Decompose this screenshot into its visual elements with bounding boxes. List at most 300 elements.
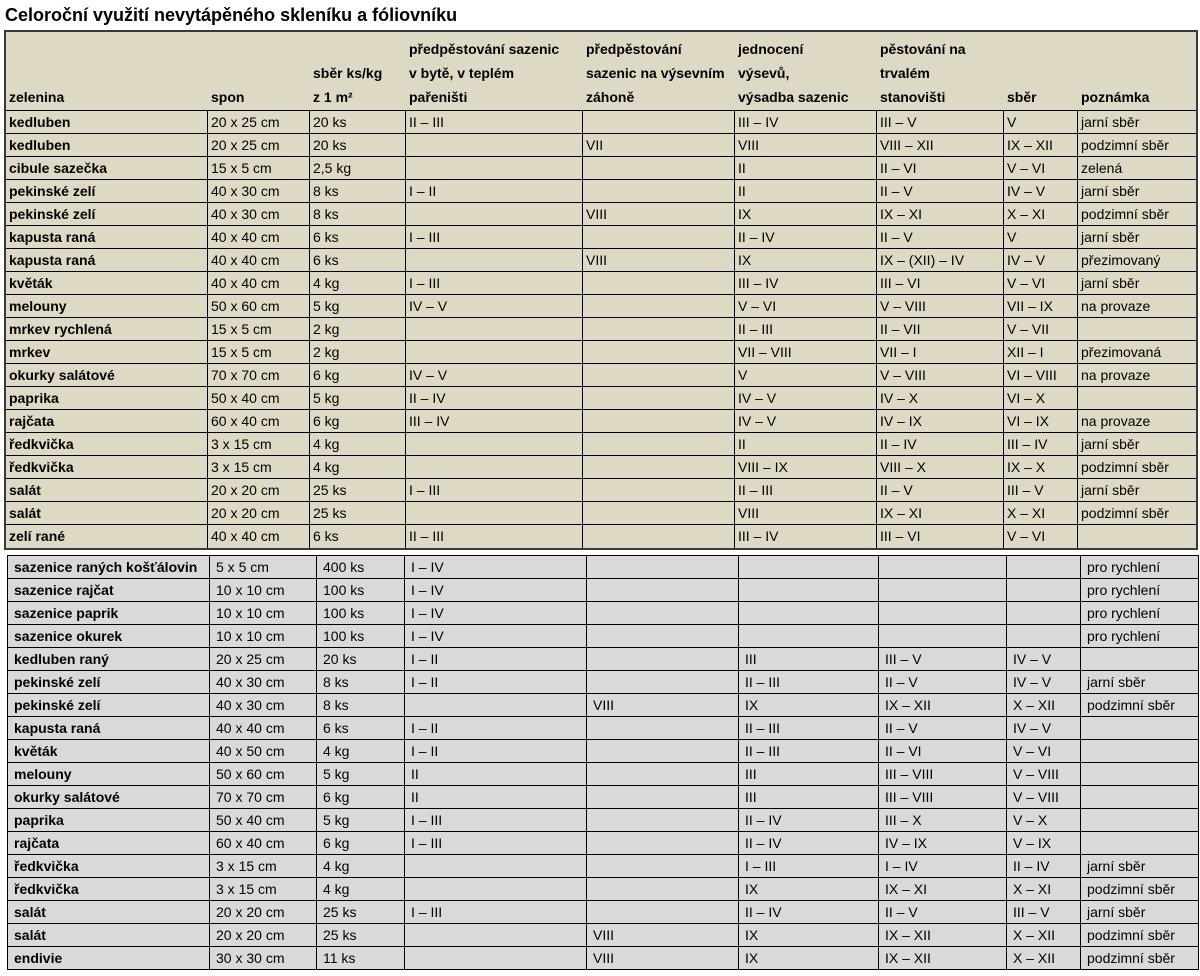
cell-seedling-bed	[583, 502, 735, 525]
cell-vegetable: salát	[6, 502, 208, 525]
cell-seedling-indoor	[405, 878, 587, 901]
cell-spacing: 40 x 40 cm	[208, 249, 310, 272]
header-line: výsevů,	[738, 65, 790, 81]
cell-harvest: V – X	[1007, 809, 1081, 832]
cell-harvest: XII – I	[1004, 341, 1078, 364]
cell-yield: 4 kg	[310, 433, 406, 456]
cell-vegetable: kapusta raná	[6, 249, 208, 272]
header-yield	[310, 32, 406, 110]
header-line: stanovišti	[880, 89, 946, 105]
cell-cultivation: I – IV	[879, 855, 1007, 878]
table-row	[6, 341, 1196, 364]
table-row	[8, 878, 1199, 901]
cell-vegetable: pekinské zelí	[8, 671, 210, 694]
cell-spacing: 40 x 30 cm	[210, 694, 317, 717]
cell-spacing: 5 x 5 cm	[210, 556, 317, 579]
cell-vegetable: kedluben raný	[8, 648, 210, 671]
cell-cultivation: III – X	[879, 809, 1007, 832]
cell-planting: V – VI	[735, 295, 877, 318]
cell-spacing: 20 x 20 cm	[210, 901, 317, 924]
cell-yield: 25 ks	[310, 479, 406, 502]
cell-yield: 8 ks	[317, 694, 405, 717]
cell-cultivation	[879, 556, 1007, 579]
cell-planting: IX	[735, 249, 877, 272]
cell-note: podzimní sběr	[1078, 502, 1196, 525]
cell-seedling-indoor	[406, 341, 583, 364]
cell-note: jarní sběr	[1078, 226, 1196, 249]
cell-seedling-indoor: II	[405, 763, 587, 786]
cell-seedling-bed	[583, 272, 735, 295]
cell-yield: 8 ks	[310, 203, 406, 226]
cell-note: podzimní sběr	[1078, 203, 1196, 226]
table-row	[8, 671, 1199, 694]
cell-harvest: IX – XII	[1004, 134, 1078, 157]
table-row	[8, 625, 1199, 648]
cell-seedling-bed	[583, 226, 735, 249]
cell-planting: III – IV	[735, 525, 877, 548]
table-row	[6, 525, 1196, 548]
cell-spacing: 40 x 30 cm	[208, 180, 310, 203]
cell-yield: 4 kg	[317, 855, 405, 878]
cell-spacing: 20 x 25 cm	[208, 134, 310, 157]
cell-harvest: IV – V	[1007, 671, 1081, 694]
header-line: z 1 m²	[313, 89, 353, 105]
cell-planting: VIII	[735, 502, 877, 525]
cell-note: jarní sběr	[1078, 272, 1196, 295]
cell-planting: III	[739, 786, 879, 809]
cell-planting: II	[735, 433, 877, 456]
table-row	[8, 556, 1199, 579]
cell-harvest	[1007, 602, 1081, 625]
cell-yield: 6 kg	[310, 364, 406, 387]
cell-seedling-indoor: I – III	[405, 901, 587, 924]
cell-planting: II – III	[735, 318, 877, 341]
table-row	[6, 318, 1196, 341]
cell-note: na provaze	[1078, 410, 1196, 433]
cell-harvest: V – VI	[1007, 740, 1081, 763]
cell-note	[1081, 809, 1199, 832]
header-harvest	[1004, 32, 1078, 110]
cell-cultivation: II – V	[879, 901, 1007, 924]
cell-spacing: 50 x 60 cm	[208, 295, 310, 318]
cell-harvest: V – VI	[1004, 525, 1078, 548]
cell-seedling-bed	[583, 410, 735, 433]
cell-spacing: 50 x 40 cm	[208, 387, 310, 410]
table-row	[6, 479, 1196, 502]
cell-spacing: 20 x 20 cm	[208, 479, 310, 502]
cell-note: podzimní sběr	[1081, 694, 1199, 717]
cell-seedling-bed: VII	[583, 134, 735, 157]
table-row	[8, 763, 1199, 786]
table-row	[6, 203, 1196, 226]
cell-seedling-indoor: I – II	[406, 180, 583, 203]
cell-yield: 25 ks	[317, 901, 405, 924]
cell-seedling-bed	[583, 456, 735, 479]
table-body	[8, 556, 1199, 970]
cell-spacing: 20 x 25 cm	[210, 648, 317, 671]
cell-cultivation: II – VI	[877, 157, 1004, 180]
table-row	[8, 855, 1199, 878]
cell-yield: 4 kg	[310, 456, 406, 479]
cell-seedling-indoor: II	[405, 786, 587, 809]
cell-seedling-bed	[587, 717, 739, 740]
cell-cultivation: II – V	[877, 180, 1004, 203]
cell-planting: VIII – IX	[735, 456, 877, 479]
cell-planting: IX	[739, 694, 879, 717]
cell-spacing: 3 x 15 cm	[210, 855, 317, 878]
cell-note: jarní sběr	[1081, 671, 1199, 694]
table-row	[6, 111, 1196, 134]
cell-planting: II – III	[735, 479, 877, 502]
cell-harvest: X – XII	[1007, 947, 1081, 970]
cell-yield: 100 ks	[317, 579, 405, 602]
cell-planting: II – III	[739, 671, 879, 694]
cell-planting: II – IV	[739, 901, 879, 924]
cell-harvest: X – XI	[1004, 502, 1078, 525]
cell-seedling-bed	[587, 602, 739, 625]
cell-spacing: 40 x 40 cm	[208, 226, 310, 249]
table-row	[8, 947, 1199, 970]
cell-planting: II – IV	[739, 832, 879, 855]
cell-note: pro rychlení	[1081, 602, 1199, 625]
cell-vegetable: ředkvička	[6, 456, 208, 479]
cell-seedling-indoor	[406, 203, 583, 226]
table-row	[6, 157, 1196, 180]
cell-seedling-indoor	[406, 456, 583, 479]
cell-seedling-indoor: I – II	[405, 740, 587, 763]
table-row	[8, 832, 1199, 855]
table-row	[6, 180, 1196, 203]
cell-seedling-bed	[583, 341, 735, 364]
cell-vegetable: pekinské zelí	[8, 694, 210, 717]
cell-seedling-bed	[583, 295, 735, 318]
cell-harvest	[1007, 556, 1081, 579]
cell-cultivation: II – V	[879, 671, 1007, 694]
cell-harvest: X – XI	[1007, 878, 1081, 901]
cell-planting: II – IV	[739, 809, 879, 832]
cell-planting: III – IV	[735, 272, 877, 295]
cell-note	[1078, 387, 1196, 410]
cell-seedling-indoor: I – II	[405, 717, 587, 740]
cell-planting: IX	[739, 878, 879, 901]
cell-planting: III – IV	[735, 111, 877, 134]
cell-spacing: 10 x 10 cm	[210, 602, 317, 625]
cell-planting: V	[735, 364, 877, 387]
cell-cultivation: V – VIII	[877, 295, 1004, 318]
cell-cultivation	[879, 579, 1007, 602]
cell-cultivation: III – VI	[877, 525, 1004, 548]
cell-yield: 6 ks	[317, 717, 405, 740]
cell-yield: 4 kg	[310, 272, 406, 295]
table-body	[6, 111, 1196, 548]
header-line: sazenic na výsevním	[586, 65, 725, 81]
table-row	[8, 602, 1199, 625]
cell-seedling-bed	[583, 157, 735, 180]
cell-seedling-bed	[583, 525, 735, 548]
table-row	[8, 717, 1199, 740]
cell-vegetable: melouny	[8, 763, 210, 786]
cell-seedling-bed	[587, 786, 739, 809]
cell-seedling-indoor: II – IV	[406, 387, 583, 410]
page-title: Celoroční využití nevytápěného skleníku a fóliovníku	[5, 5, 458, 25]
cell-cultivation: IV – X	[877, 387, 1004, 410]
cell-planting: IX	[735, 203, 877, 226]
cell-vegetable: květák	[6, 272, 208, 295]
cell-note: pro rychlení	[1081, 556, 1199, 579]
cell-harvest: V – VI	[1004, 272, 1078, 295]
cell-planting: VII – VIII	[735, 341, 877, 364]
cell-note: přezimovaný	[1078, 249, 1196, 272]
cell-spacing: 20 x 25 cm	[208, 111, 310, 134]
table-section-main	[4, 30, 1198, 550]
header-line: spon	[211, 89, 245, 105]
cell-seedling-indoor: I – IV	[405, 556, 587, 579]
cell-cultivation: II – V	[877, 479, 1004, 502]
table-section-seedlings	[7, 555, 1199, 970]
cell-seedling-indoor	[406, 157, 583, 180]
cell-seedling-bed	[587, 855, 739, 878]
cell-vegetable: melouny	[6, 295, 208, 318]
cell-note	[1078, 318, 1196, 341]
table-row	[6, 364, 1196, 387]
cell-yield: 100 ks	[317, 602, 405, 625]
cell-vegetable: kapusta raná	[6, 226, 208, 249]
cell-note: pro rychlení	[1081, 579, 1199, 602]
cell-spacing: 15 x 5 cm	[208, 318, 310, 341]
cell-harvest	[1007, 579, 1081, 602]
cell-spacing: 40 x 30 cm	[210, 671, 317, 694]
cell-spacing: 60 x 40 cm	[210, 832, 317, 855]
cell-planting: IX	[739, 924, 879, 947]
cell-vegetable: ředkvička	[8, 855, 210, 878]
table-row	[6, 226, 1196, 249]
cell-harvest: V – VIII	[1007, 786, 1081, 809]
cell-vegetable: paprika	[8, 809, 210, 832]
cell-harvest: VII – IX	[1004, 295, 1078, 318]
cell-seedling-bed	[587, 901, 739, 924]
cell-spacing: 70 x 70 cm	[210, 786, 317, 809]
cell-vegetable: zelí rané	[6, 525, 208, 548]
cell-note	[1081, 832, 1199, 855]
cell-planting	[739, 602, 879, 625]
cell-harvest: V	[1004, 226, 1078, 249]
table-row	[8, 648, 1199, 671]
cell-vegetable: cibule sazečka	[6, 157, 208, 180]
cell-cultivation: IV – IX	[877, 410, 1004, 433]
cell-note: jarní sběr	[1078, 479, 1196, 502]
cell-harvest: IX – X	[1004, 456, 1078, 479]
cell-yield: 6 ks	[310, 249, 406, 272]
cell-yield: 2 kg	[310, 318, 406, 341]
cell-seedling-bed	[587, 556, 739, 579]
cell-seedling-bed	[587, 625, 739, 648]
cell-yield: 5 kg	[317, 763, 405, 786]
table-row	[6, 134, 1196, 157]
cell-seedling-indoor: I – III	[405, 832, 587, 855]
cell-yield: 8 ks	[317, 671, 405, 694]
table-row	[6, 433, 1196, 456]
cell-note	[1078, 525, 1196, 548]
cell-spacing: 10 x 10 cm	[210, 579, 317, 602]
cell-seedling-bed	[583, 387, 735, 410]
cell-vegetable: pekinské zelí	[6, 203, 208, 226]
header-line: jednocení	[738, 41, 804, 57]
cell-planting: II – IV	[735, 226, 877, 249]
cell-seedling-indoor	[405, 694, 587, 717]
cell-note: podzimní sběr	[1078, 134, 1196, 157]
cell-seedling-indoor: I – III	[405, 809, 587, 832]
cell-cultivation: IX – XI	[877, 203, 1004, 226]
cell-yield: 25 ks	[317, 924, 405, 947]
cell-vegetable: sazenice okurek	[8, 625, 210, 648]
cell-seedling-indoor: II – III	[406, 111, 583, 134]
cell-seedling-indoor	[406, 134, 583, 157]
cell-harvest: VI – VIII	[1004, 364, 1078, 387]
cell-cultivation: VIII – XII	[877, 134, 1004, 157]
header-line: pařeništi	[409, 89, 468, 105]
table-row	[8, 740, 1199, 763]
cell-planting	[739, 625, 879, 648]
cell-spacing: 15 x 5 cm	[208, 157, 310, 180]
cell-yield: 5 kg	[310, 295, 406, 318]
cell-harvest: V – VI	[1004, 157, 1078, 180]
cell-vegetable: kedluben	[6, 134, 208, 157]
cell-harvest: IV – V	[1007, 648, 1081, 671]
cell-yield: 6 kg	[317, 832, 405, 855]
cell-yield: 6 kg	[317, 786, 405, 809]
table-row	[8, 809, 1199, 832]
cell-spacing: 3 x 15 cm	[208, 456, 310, 479]
cell-cultivation: IX – XII	[879, 924, 1007, 947]
cell-harvest: V – VII	[1004, 318, 1078, 341]
cell-yield: 5 kg	[310, 387, 406, 410]
table-row	[8, 924, 1199, 947]
cell-spacing: 3 x 15 cm	[210, 878, 317, 901]
cell-seedling-bed: VIII	[587, 924, 739, 947]
header-planting	[735, 32, 877, 110]
cell-harvest: III – V	[1007, 901, 1081, 924]
cell-seedling-indoor	[406, 502, 583, 525]
cell-yield: 400 ks	[317, 556, 405, 579]
cell-seedling-indoor	[405, 855, 587, 878]
cell-cultivation: II – V	[879, 717, 1007, 740]
cell-note	[1081, 717, 1199, 740]
cell-harvest: X – XI	[1004, 203, 1078, 226]
cell-planting: II	[735, 157, 877, 180]
cell-spacing: 30 x 30 cm	[210, 947, 317, 970]
table-header	[6, 32, 1196, 111]
cell-harvest: V	[1004, 111, 1078, 134]
cell-vegetable: ředkvička	[8, 878, 210, 901]
cell-seedling-indoor: I – III	[406, 226, 583, 249]
cell-cultivation: IX – XI	[879, 878, 1007, 901]
cell-cultivation: III – VIII	[879, 786, 1007, 809]
cell-seedling-indoor: I – II	[405, 648, 587, 671]
cell-seedling-indoor: I – II	[405, 671, 587, 694]
cell-cultivation: III – VI	[877, 272, 1004, 295]
cell-note: jarní sběr	[1081, 855, 1199, 878]
cell-seedling-bed	[587, 763, 739, 786]
cell-harvest: IV – V	[1007, 717, 1081, 740]
cell-note	[1081, 763, 1199, 786]
cell-yield: 4 kg	[317, 740, 405, 763]
table-row	[6, 387, 1196, 410]
header-vegetable	[6, 32, 208, 110]
cell-vegetable: salát	[8, 901, 210, 924]
cell-yield: 20 ks	[310, 111, 406, 134]
cell-note: podzimní sběr	[1081, 947, 1199, 970]
header-line: poznámka	[1081, 89, 1150, 105]
cell-note: na provaze	[1078, 364, 1196, 387]
cell-seedling-bed	[583, 180, 735, 203]
cell-cultivation: III – VIII	[879, 763, 1007, 786]
cell-spacing: 50 x 60 cm	[210, 763, 317, 786]
cell-seedling-bed: VIII	[587, 947, 739, 970]
cell-cultivation: IV – IX	[879, 832, 1007, 855]
table-row	[8, 579, 1199, 602]
cell-vegetable: okurky salátové	[8, 786, 210, 809]
cell-note: zelená	[1078, 157, 1196, 180]
cell-vegetable: sazenice rajčat	[8, 579, 210, 602]
cell-vegetable: rajčata	[8, 832, 210, 855]
cell-seedling-indoor: IV – V	[406, 364, 583, 387]
cell-spacing: 40 x 40 cm	[208, 272, 310, 295]
cell-spacing: 15 x 5 cm	[208, 341, 310, 364]
cell-seedling-indoor: I – III	[406, 272, 583, 295]
cell-cultivation: VII – I	[877, 341, 1004, 364]
cell-seedling-indoor: III – IV	[406, 410, 583, 433]
cell-seedling-bed: VIII	[583, 249, 735, 272]
header-seedling-indoor	[406, 32, 583, 110]
cell-cultivation: II – IV	[877, 433, 1004, 456]
cell-yield: 25 ks	[310, 502, 406, 525]
cell-seedling-bed	[587, 740, 739, 763]
cell-note: podzimní sběr	[1078, 456, 1196, 479]
cell-planting: II – III	[739, 717, 879, 740]
cell-note: podzimní sběr	[1081, 924, 1199, 947]
cell-harvest: V – VIII	[1007, 763, 1081, 786]
cell-vegetable: květák	[8, 740, 210, 763]
cell-yield: 5 kg	[317, 809, 405, 832]
cell-cultivation: III – V	[879, 648, 1007, 671]
cell-harvest: X – XII	[1007, 924, 1081, 947]
cell-yield: 4 kg	[317, 878, 405, 901]
cell-cultivation: IX – XI	[877, 502, 1004, 525]
header-line: výsadba sazenic	[738, 89, 849, 105]
cell-planting	[739, 556, 879, 579]
cell-seedling-indoor	[405, 947, 587, 970]
cell-seedling-indoor: I – IV	[405, 579, 587, 602]
cell-yield: 6 ks	[310, 226, 406, 249]
cell-vegetable: paprika	[6, 387, 208, 410]
header-line: předpěstování sazenic	[409, 41, 560, 57]
cell-note	[1081, 648, 1199, 671]
cell-seedling-indoor: IV – V	[406, 295, 583, 318]
cell-spacing: 50 x 40 cm	[210, 809, 317, 832]
cell-yield: 11 ks	[317, 947, 405, 970]
cell-cultivation: IX – XII	[879, 694, 1007, 717]
cell-seedling-bed	[587, 648, 739, 671]
header-line: záhoně	[586, 89, 635, 105]
header-note	[1078, 32, 1196, 110]
cell-seedling-indoor: I – IV	[405, 602, 587, 625]
cell-yield: 2,5 kg	[310, 157, 406, 180]
cell-harvest: V – IX	[1007, 832, 1081, 855]
cell-seedling-indoor: I – IV	[405, 625, 587, 648]
cell-vegetable: mrkev	[6, 341, 208, 364]
cell-seedling-indoor: II – III	[406, 525, 583, 548]
header-line: sběr	[1007, 89, 1037, 105]
